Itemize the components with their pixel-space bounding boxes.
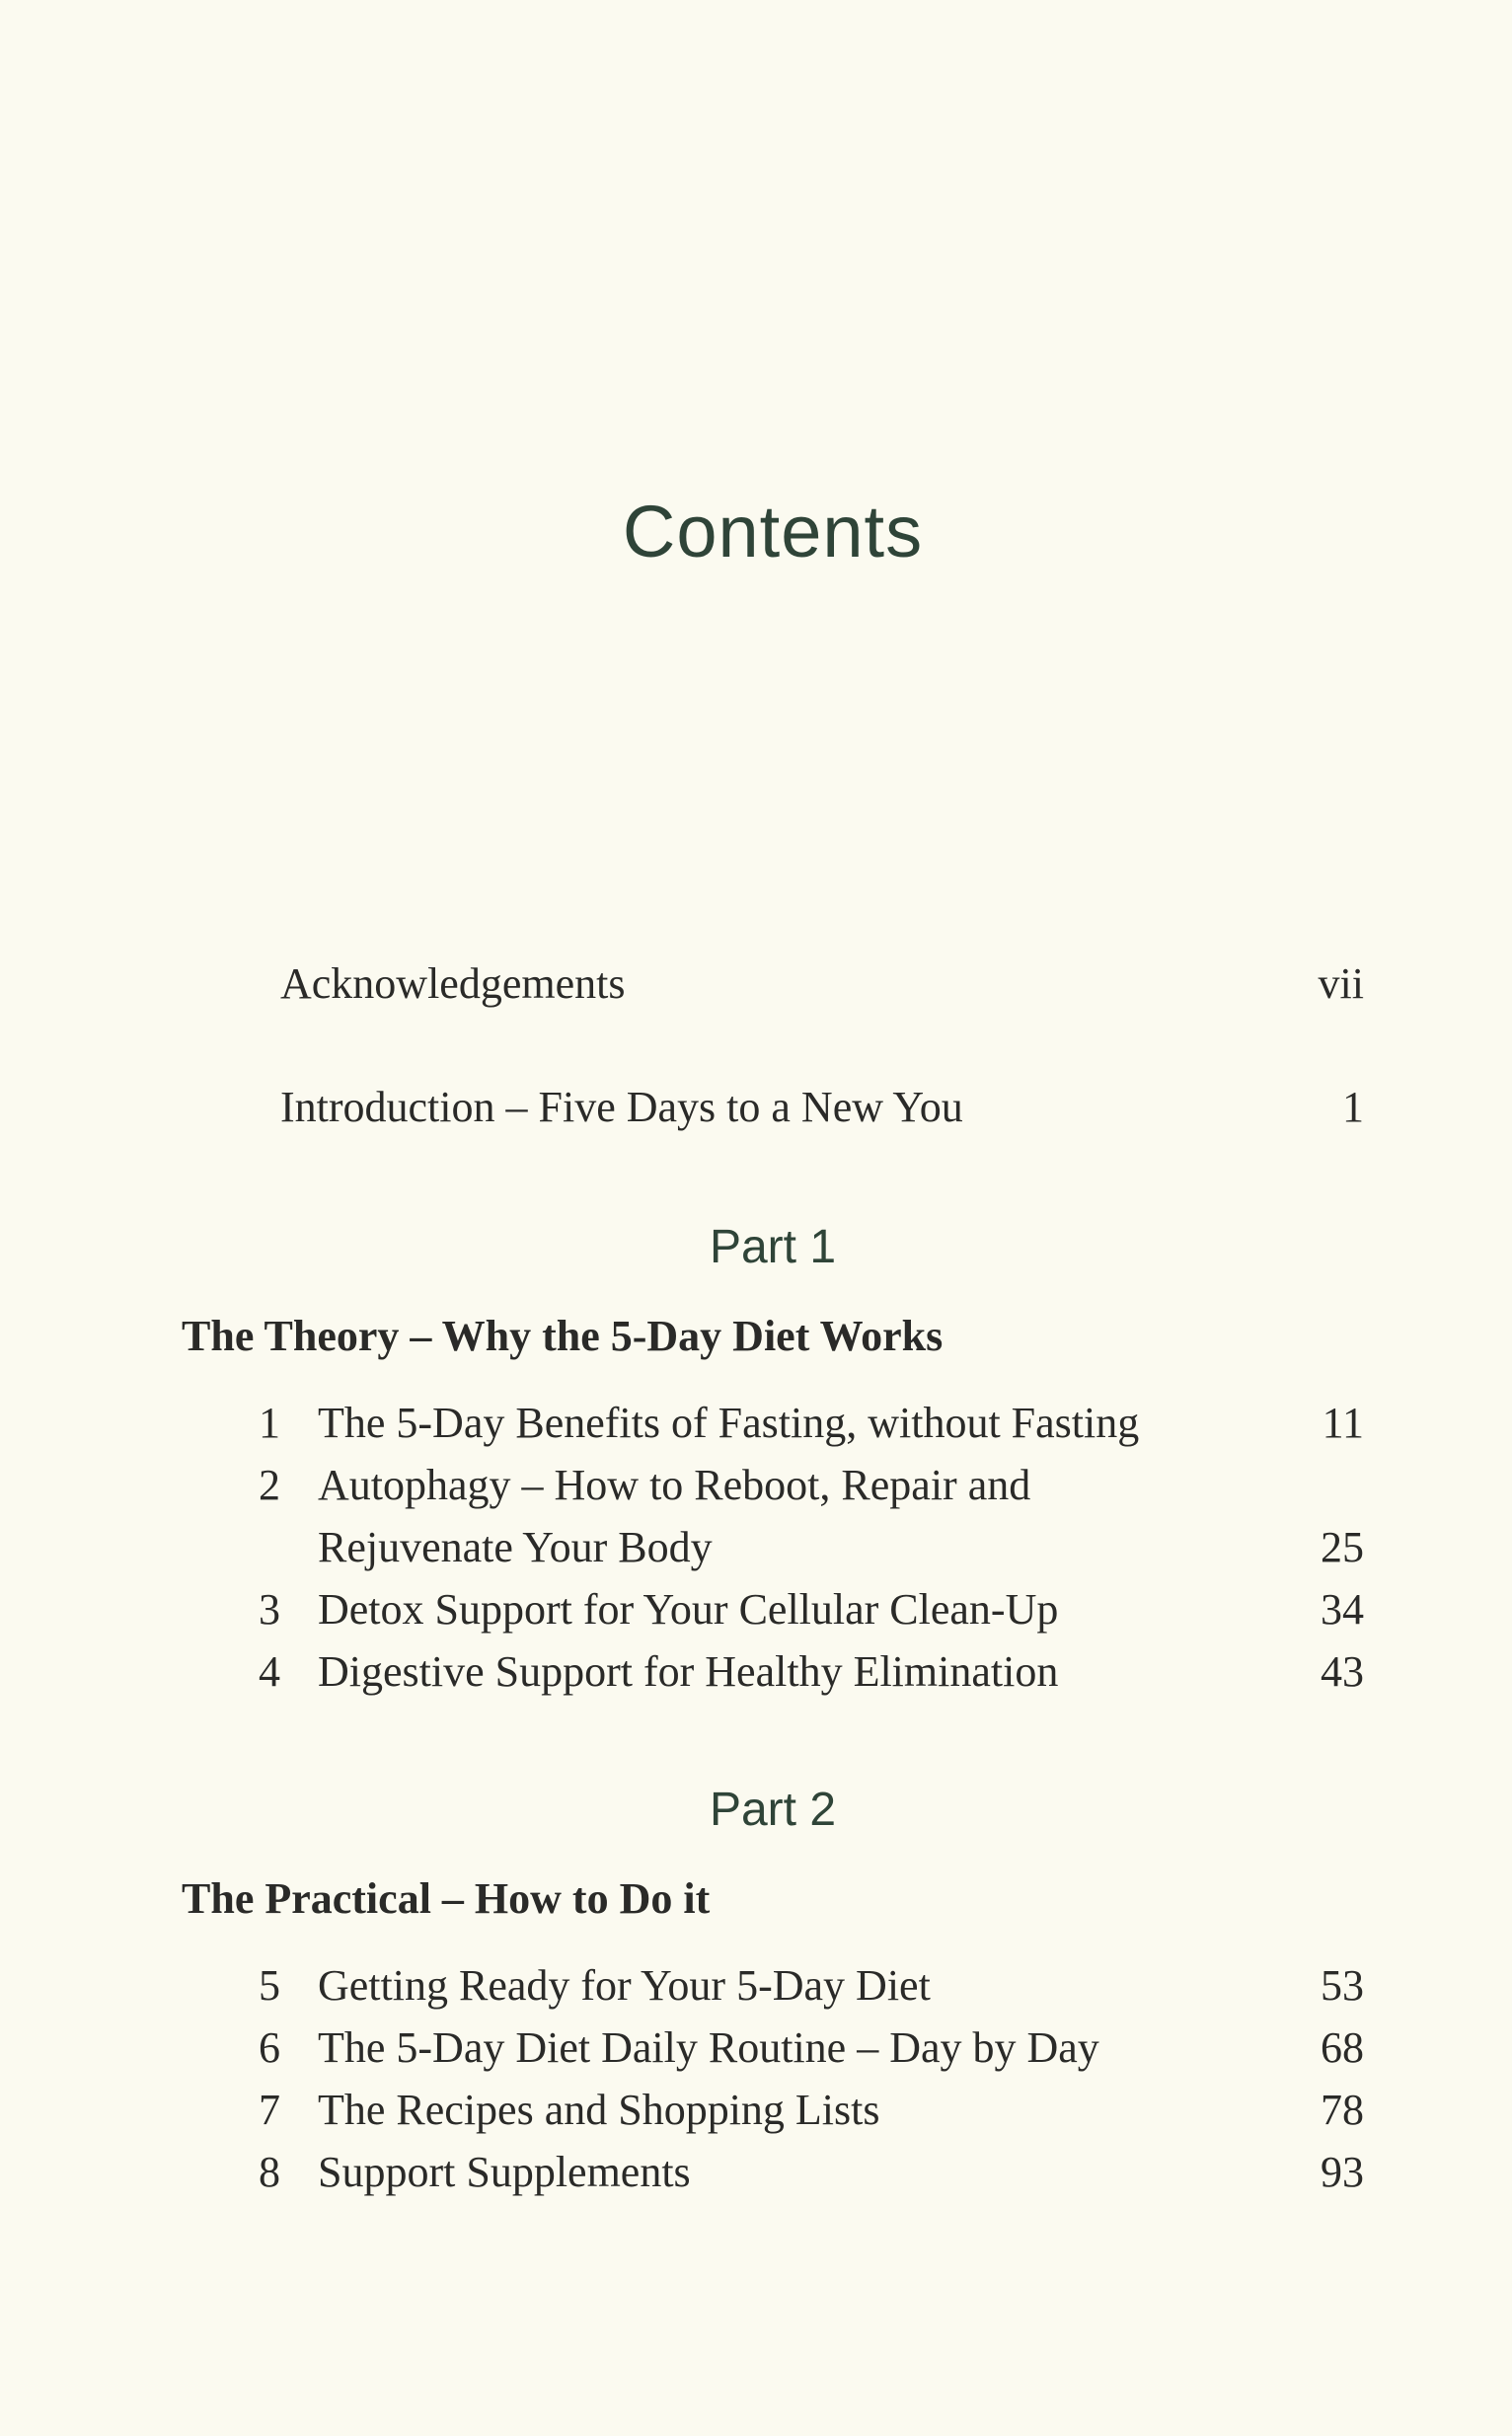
chapter-entry [182,1454,1364,1578]
chapter-title: Autophagy – How to Reboot, Repair and Rejuvenate Your Body [318,1461,1031,1571]
chapter-entry [182,2141,1364,2203]
chapter-page: 43 [1321,1647,1364,1696]
toc-entry-title: Acknowledgements [280,959,626,1008]
part-2-chapter-list [182,1954,1364,2203]
part-2-heading: Part 2 [709,1784,837,1836]
chapter-entry [182,1392,1364,1454]
chapter-title: Support Supplements [318,2148,691,2196]
chapter-title: The 5-Day Diet Daily Routine – Day by Day [318,2023,1099,2072]
chapter-title: The 5-Day Benefits of Fasting, without Fasting [318,1399,1140,1447]
chapter-title: Getting Ready for Your 5-Day Diet [318,1961,931,2010]
chapter-number: 7 [259,2086,280,2134]
chapter-number: 4 [259,1647,280,1696]
chapter-page: 68 [1321,2023,1364,2072]
part-2-subtitle: The Practical – How to Do it [182,1874,711,1923]
part-1-subtitle: The Theory – Why the 5-Day Diet Works [182,1312,944,1360]
chapter-page: 93 [1321,2148,1364,2196]
chapter-number: 5 [259,1961,280,2010]
toc-entry-acknowledgements [280,959,1364,1008]
part-1-heading: Part 1 [709,1221,837,1273]
chapter-number: 8 [259,2148,280,2196]
chapter-number: 1 [259,1399,280,1447]
page-title: Contents [622,491,924,572]
chapter-title: The Recipes and Shopping Lists [318,2086,880,2134]
chapter-number: 6 [259,2023,280,2072]
chapter-page: 11 [1322,1399,1364,1447]
chapter-entry [182,2017,1364,2079]
chapter-number: 3 [259,1585,280,1634]
toc-entry-title: Introduction – Five Days to a New You [280,1083,963,1131]
chapter-entry [182,2079,1364,2141]
toc-entry-page: vii [1318,959,1364,1008]
chapter-entry [182,1640,1364,1703]
chapter-page: 53 [1321,1961,1364,2010]
chapter-number: 2 [259,1461,280,1509]
chapter-entry [182,1954,1364,2017]
chapter-page: 34 [1321,1585,1364,1634]
chapter-title: Digestive Support for Healthy Elimination [318,1647,1059,1696]
chapter-page: 25 [1321,1523,1364,1571]
part-1-chapter-list [182,1392,1364,1703]
toc-entry-page: 1 [1342,1083,1364,1131]
chapter-page: 78 [1321,2086,1364,2134]
toc-entry-introduction [280,1083,1364,1131]
chapter-entry [182,1578,1364,1640]
chapter-title: Detox Support for Your Cellular Clean-Up [318,1585,1059,1634]
